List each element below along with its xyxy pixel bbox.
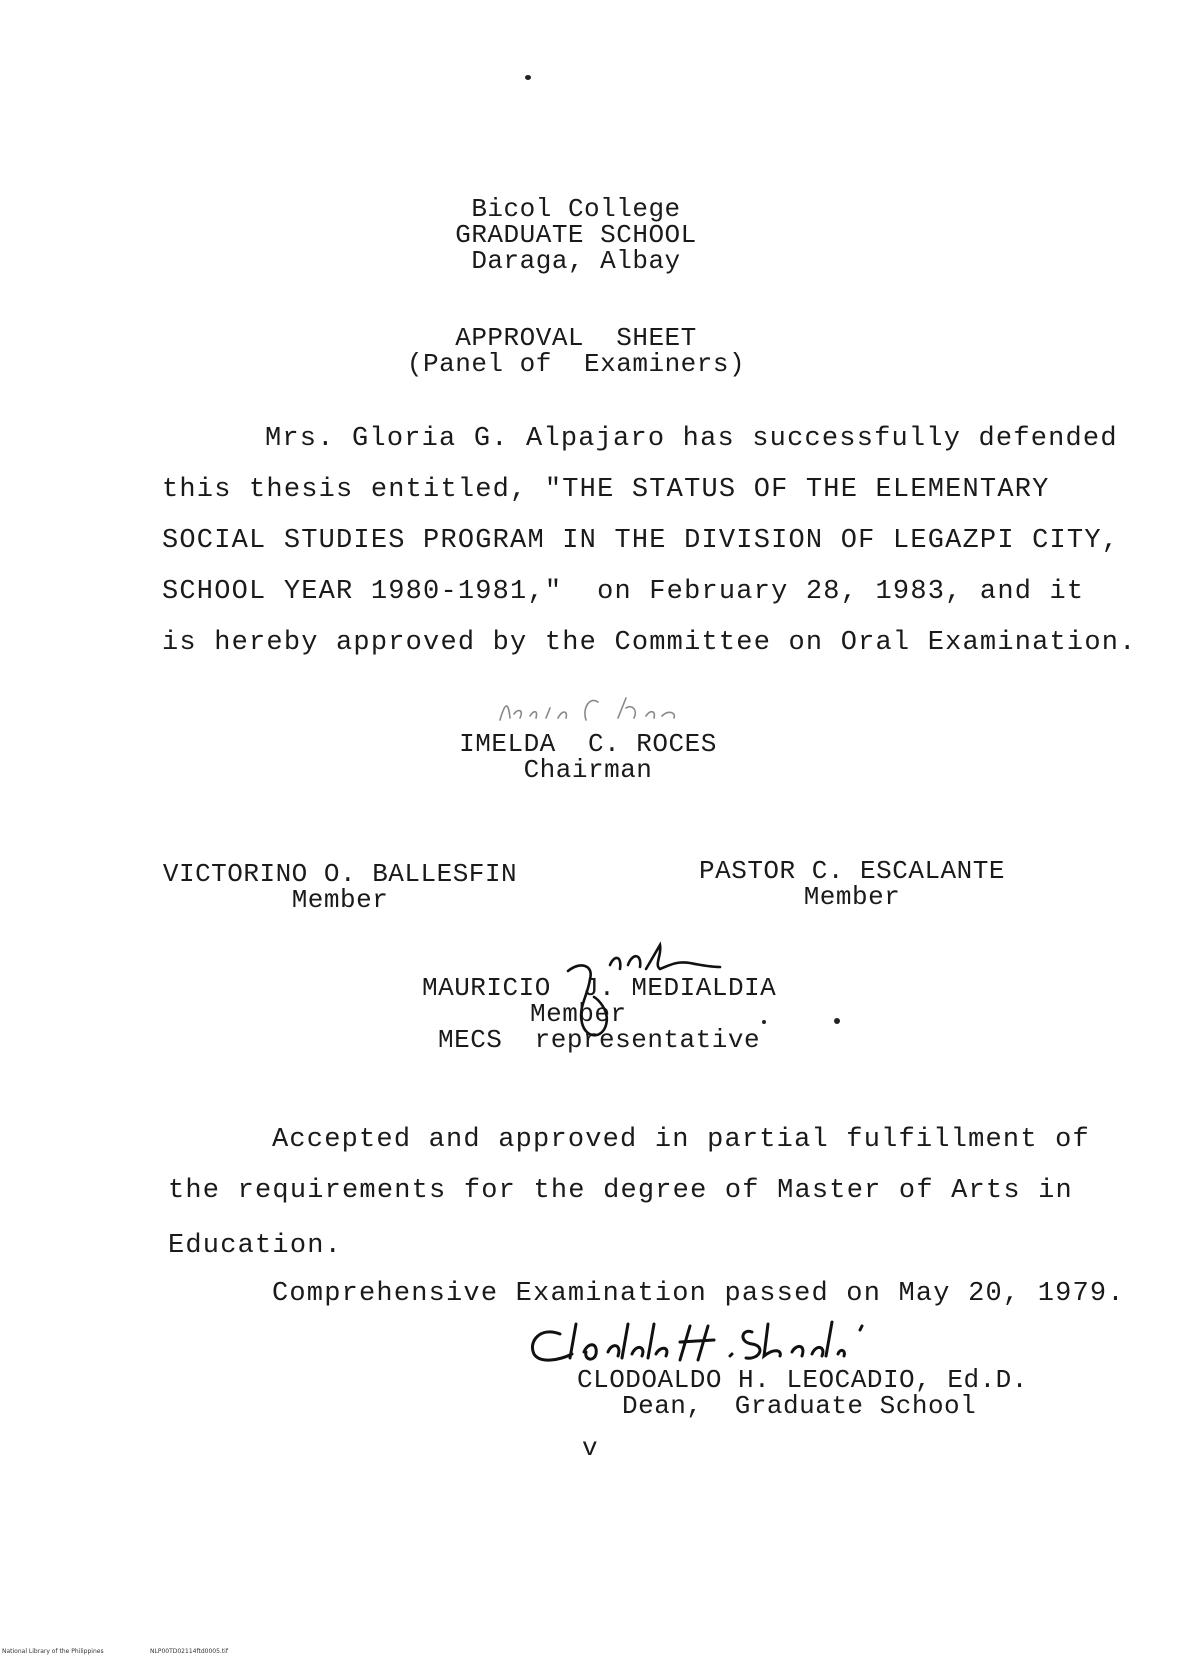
comprehensive-exam-line: Comprehensive Examination passed on May 20, 1979. (272, 1279, 1125, 1309)
speck (762, 1020, 766, 1024)
page-number: v (582, 1433, 599, 1463)
speck (525, 75, 531, 80)
dean-name: CLODOALDO H. LEOCADIO, Ed.D. (577, 1365, 1028, 1395)
speck (834, 1018, 840, 1024)
college-location: Daraga, Albay (471, 246, 681, 276)
mecs-member-role: Member (530, 999, 627, 1029)
footer-file-name: NLP00TD02114ftd0005.tif (150, 1648, 228, 1655)
dean-role: Dean, Graduate School (622, 1391, 977, 1421)
body-line-5: is hereby approved by the Committee on Oral Examination. (162, 628, 1137, 658)
mecs-signature (550, 935, 750, 1055)
member-right-role: Member (803, 882, 901, 912)
chairman-signature (490, 688, 720, 728)
member-right-name: PASTOR C. ESCALANTE (699, 856, 1005, 886)
member-left-name: VICTORINO O. BALLESFIN (162, 859, 518, 889)
body-line-4: SCHOOL YEAR 1980-1981," on February 28, 1983, and it (162, 577, 1085, 607)
graduate-school-heading: GRADUATE SCHOOL (455, 220, 697, 250)
acceptance-line-1: Accepted and approved in partial fulfillment of (272, 1125, 1090, 1155)
footer-library-label: National Library of the Philippines (2, 1648, 104, 1655)
dean-signature (520, 1312, 920, 1372)
mecs-member-name: MAURICIO J. MEDIALDIA (422, 973, 777, 1003)
chairman-name: IMELDA C. ROCES (459, 729, 717, 759)
body-line-1: Mrs. Gloria G. Alpajaro has successfully defended (265, 424, 1118, 454)
body-line-2: this thesis entitled, "THE STATUS OF THE ELEMENTARY (162, 475, 1050, 505)
mecs-representative: MECS representative (438, 1025, 761, 1055)
page-subtitle: (Panel of Examiners) (406, 349, 746, 379)
college-name: Bicol College (471, 194, 681, 224)
chairman-role: Chairman (523, 755, 653, 785)
body-line-3: SOCIAL STUDIES PROGRAM IN THE DIVISION OF LEGAZPI CITY, (162, 526, 1120, 556)
member-left-role: Member (291, 885, 389, 915)
acceptance-line-3: Education. (168, 1231, 343, 1261)
page-title: APPROVAL SHEET (455, 323, 697, 353)
acceptance-line-2: the requirements for the degree of Master of Arts in (168, 1176, 1073, 1206)
